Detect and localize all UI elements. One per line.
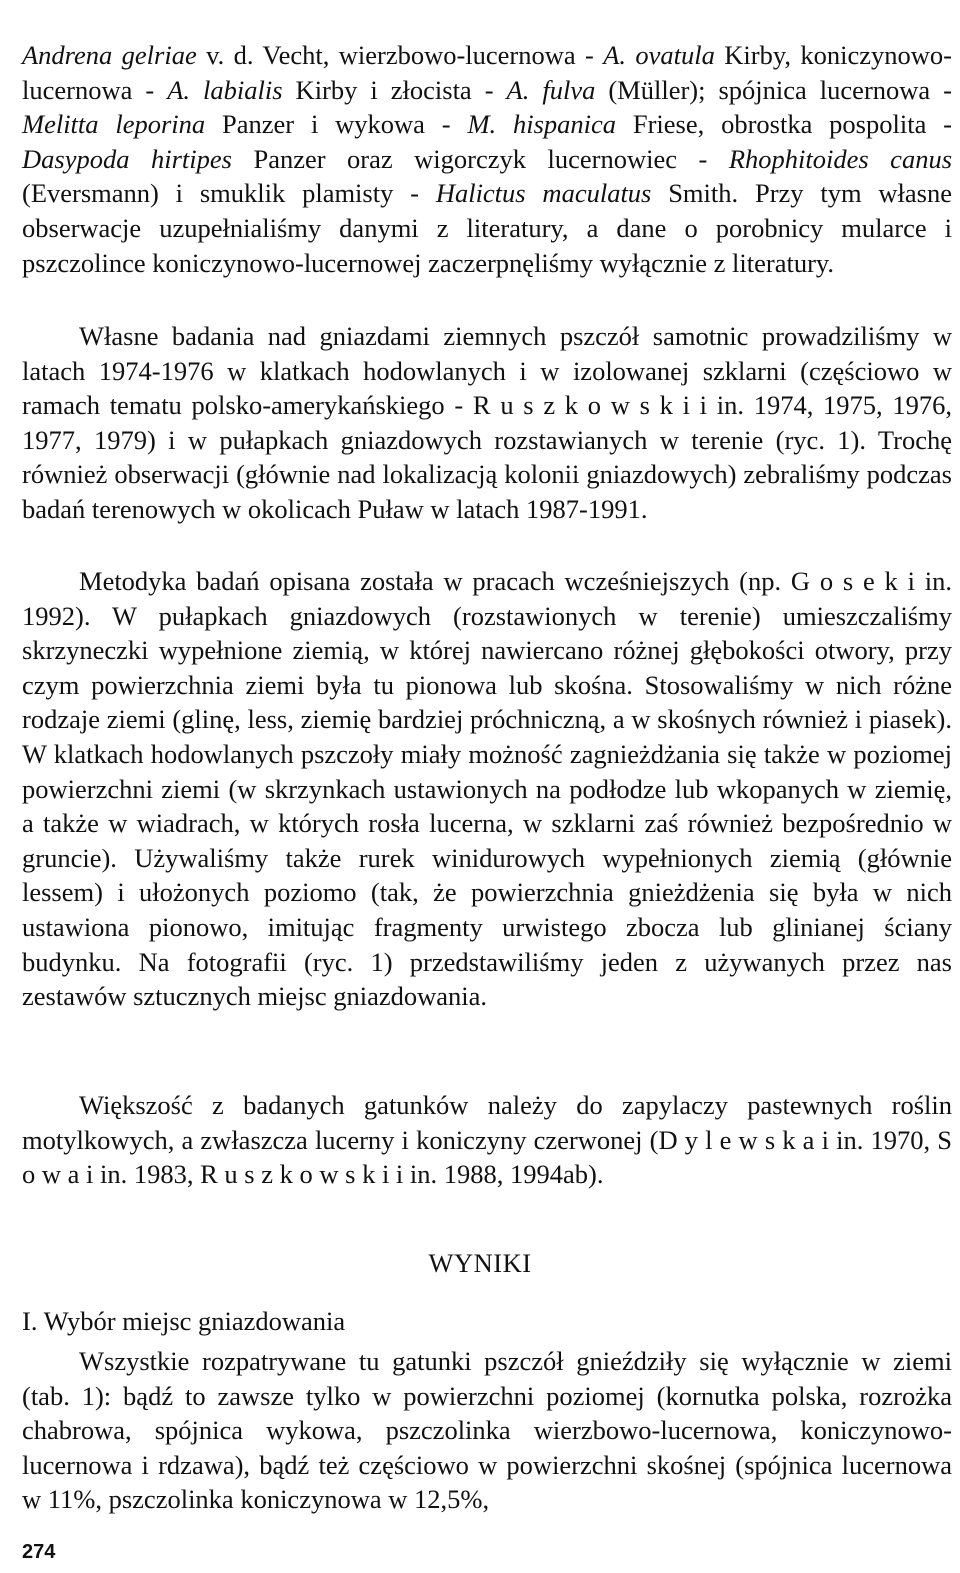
paragraph-methodology — [22, 564, 952, 1014]
species-name: Dasypoda hirtipes — [22, 143, 232, 174]
paragraph-text: Metodyka badań opisana została w pracach wcześniejszych (np. G o s e k i in. 1992). W pułapkach gniazdowych (rozstawionych w terenie) umieszczaliśmy skrzyneczki wypełnione ziemią, w której nawiercano różnej głębokości otwory, przy czym powierzchnia ziemi była tu pionowa lub skośna. Stosowaliśmy w nich różne rodzaje ziemi (glinę, less, ziemię bardziej próchniczną, a w skośnych również i piasek). W klatkach hodowlanych pszczoły miały możność zagnieżdżania się także w poziomej powierzchni ziemi (w skrzynkach ustawionych na podłodze lub wkopanych w ziemię, a także w wiadrach, w których rosła lucerna, w szklarni zaś również bezpośrednio w gruncie). Używaliśmy także rurek winidurowych wypełnionych ziemią (głównie lessem) i ułożonych poziomo (tak, że powierzchnia gnieżdżenia się była w nich ustawiona pionowo, imitując fragmenty urwistego zbocza lub glinianej ściany budynku. Na fotografii (ryc. 1) przedstawiliśmy jeden z używanych przez nas zestawów sztucznych miejsc gniazdowania. — [22, 566, 952, 1012]
paragraph-text: Większość z badanych gatunków należy do zapylaczy pastewnych roślin motylkowych, a zwłaszcza lucerny i koniczyny czerwonej (D y l e w s k a i in. 1970, S o w a i in. 1983, R u s z k o w s k i i in. 1988, 1994ab). — [22, 1090, 952, 1190]
species-name: Halictus maculatus — [435, 178, 652, 209]
text-run: Panzer oraz wigorczyk lucernowiec - — [231, 143, 729, 174]
text-run: v. d. Vecht, wierzbowo-lucernowa - — [196, 40, 604, 70]
paragraph-species-list — [22, 38, 952, 280]
text-run: Smith. Przy tym własne obserwacje uzupełnialiśmy danymi z literatury, a dane o porobnicy mularce i pszczolince koniczynowo-lucernowej zaczerpnęliśmy wyłącznie z literatury. — [22, 178, 952, 278]
text-run: Kirby i złocista - — [282, 74, 507, 105]
paragraph-own-research — [22, 319, 952, 527]
species-name: Melitta leporina — [22, 109, 206, 140]
species-name: A. labialis — [167, 74, 283, 105]
species-name: A. fulva — [506, 74, 596, 105]
subsection-heading: I. Wybór miejsc gniazdowania — [22, 1306, 346, 1336]
species-name: A. ovatula — [603, 40, 715, 70]
paragraph-pollinators — [22, 1088, 952, 1192]
page-number: 274 — [22, 1541, 56, 1563]
species-name: M. hispanica — [467, 109, 617, 140]
species-name: Rhophitoides canus — [728, 143, 953, 174]
section-heading: WYNIKI — [428, 1248, 532, 1278]
paragraph-text: Wszystkie rozpatrywane tu gatunki pszczół gnieździły się wyłącznie w ziemi (tab. 1): bądź to zawsze tylko w powierzchni poziomej (kornutka polska, rozrożka chabrowa, spójnica wykowa, pszczolinka wierzbowo-lucernowa, koniczynowo-lucernowa i rdzawa), bądź też częściowo w powierzchni skośnej (spójnica lucernowa w 11%, pszczolinka koniczynowa w 12,5%, — [22, 1346, 952, 1515]
paragraph-text: Własne badania nad gniazdami ziemnych pszczół samotnic prowadziliśmy w latach 1974-1976 w klatkach hodowlanych i w izolowanej szklarni (częściowo w ramach tematu polsko-amerykańskiego - R u s z k o w s k i i in. 1974, 1975, 1976, 1977, 1979) i w pułapkach gniazdowych rozstawianych w terenie (ryc. 1). Trochę również obserwacji (głównie nad lokalizacją kolonii gniazdowych) zebraliśmy podczas badań terenowych w okolicach Puław w latach 1987-1991. — [22, 321, 952, 524]
text-run: Panzer i wykowa - — [205, 109, 468, 140]
text-run: (Müller); spójnica lucernowa - — [595, 74, 953, 105]
paragraph-nesting-sites — [22, 1344, 952, 1517]
text-run: Friese, obrostka pospolita - — [616, 109, 953, 140]
text-run: Kirby, koniczynowo-lucernowa - — [22, 40, 952, 105]
species-name: Andrena gelriae — [22, 40, 197, 70]
text-run: (Eversmann) i smuklik plamisty - — [22, 178, 436, 209]
